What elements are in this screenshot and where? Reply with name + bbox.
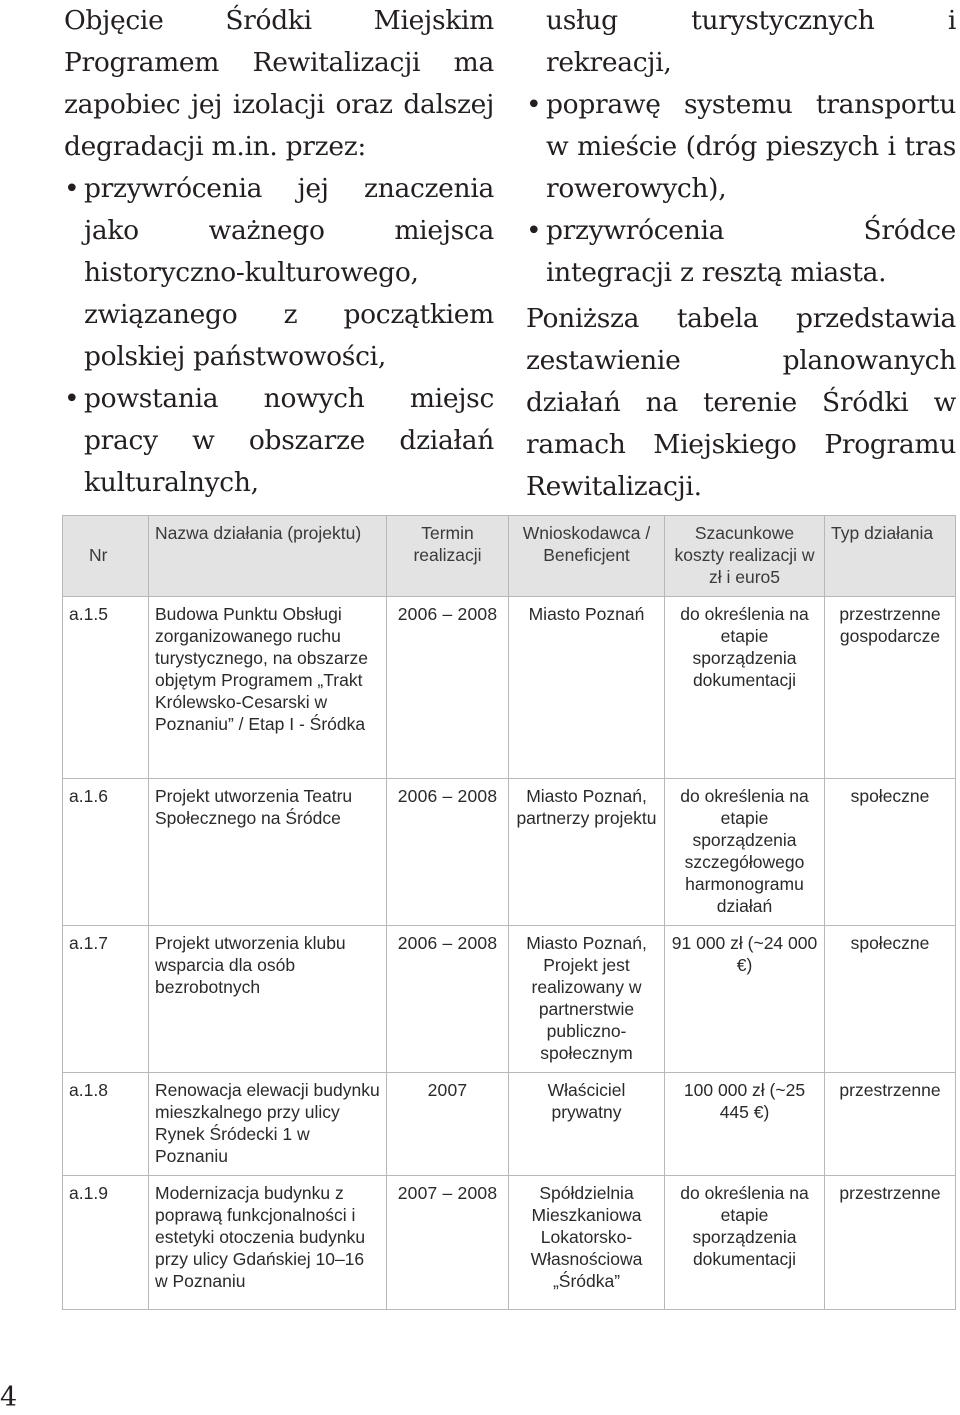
planned-actions-table (62, 515, 956, 1310)
cell-applicant: Właściciel prywatny (509, 1073, 665, 1176)
table-intro-paragraph: Poniższa tabela przedstawia zestawienie planowanych działań na terenie Śródki w ramach Miejskiego Programu Rewitalizacji. (526, 303, 956, 502)
cell-applicant: Miasto Poznań (509, 597, 665, 779)
cell-name: Projekt utworzenia klubu wsparcia dla osób bezrobotnych (149, 926, 387, 1073)
table-row (63, 1073, 956, 1176)
header-applicant: Wnioskodawca / Beneficjent (509, 516, 665, 597)
page-number: 4 (0, 1382, 18, 1413)
goal-item: • powstania nowych miejsc pracy w obszarze działań kulturalnych, (64, 378, 494, 504)
right-text-column (526, 0, 956, 508)
table-row (63, 926, 956, 1073)
header-name: Nazwa działania (projektu) (149, 516, 387, 597)
cell-term: 2006 – 2008 (387, 779, 509, 926)
cell-cost: do określenia na etapie sporządzenia dokumentacji (665, 597, 825, 779)
table-row (63, 1176, 956, 1310)
cell-nr: a.1.9 (63, 1176, 149, 1310)
cell-type: przestrzenne (825, 1176, 956, 1310)
cell-term: 2006 – 2008 (387, 597, 509, 779)
cell-name: Budowa Punktu Obsługi zorganizowanego ruchu turystycznego, na obszarze objętym Programem „Trakt Królewsko-Cesarski w Poznaniu” / Etap I - Śródka (149, 597, 387, 779)
cell-applicant: Spółdzielnia Mieszkaniowa Lokatorsko-Własnościowa „Śródka” (509, 1176, 665, 1310)
header-cost: Szacunkowe koszty realizacji w zł i euro5 (665, 516, 825, 597)
goals-list-left (64, 168, 494, 504)
table-row (63, 597, 956, 779)
goal-item: • poprawę systemu transportu w mieście (dróg pieszych i tras rowerowych), (526, 84, 956, 210)
intro-paragraph: Objęcie Śródki Miejskim Programem Rewitalizacji ma zapobiec jej izolacji oraz dalszej degradacji m.in. przez: (64, 5, 494, 162)
cell-type: przestrzenne gospodarcze (825, 597, 956, 779)
cell-nr: a.1.6 (63, 779, 149, 926)
cell-applicant: Miasto Poznań, partnerzy projektu (509, 779, 665, 926)
cell-type: społeczne (825, 926, 956, 1073)
goal-item: • przywrócenia jej znaczenia jako ważnego miejsca historyczno-kulturowego, związanego z początkiem polskiej państwowości, (64, 168, 494, 378)
actions-table-wrapper (62, 515, 955, 1310)
cell-cost: 91 000 zł (~24 000 €) (665, 926, 825, 1073)
table-row (63, 779, 956, 926)
cell-nr: a.1.8 (63, 1073, 149, 1176)
cell-type: społeczne (825, 779, 956, 926)
goals-list-right (526, 84, 956, 294)
header-type: Typ działania (825, 516, 956, 597)
header-nr: Nr (63, 516, 149, 597)
cell-term: 2006 – 2008 (387, 926, 509, 1073)
cell-term: 2007 (387, 1073, 509, 1176)
cell-cost: do określenia na etapie sporządzenia dokumentacji (665, 1176, 825, 1310)
cell-cost: 100 000 zł (~25 445 €) (665, 1073, 825, 1176)
table-header-row (63, 516, 956, 597)
left-text-column (64, 0, 494, 504)
cell-cost: do określenia na etapie sporządzenia szczegółowego harmonogramu działań (665, 779, 825, 926)
goal-continuation: usług turystycznych i rekreacji, (546, 5, 956, 78)
cell-name: Renowacja elewacji budynku mieszkalnego przy ulicy Rynek Śródecki 1 w Poznaniu (149, 1073, 387, 1176)
cell-name: Modernizacja budynku z poprawą funkcjonalności i estetyki otoczenia budynku przy ulicy Gdańskiej 10–16 w Poznaniu (149, 1176, 387, 1310)
cell-nr: a.1.5 (63, 597, 149, 779)
header-term: Termin realizacji (387, 516, 509, 597)
goal-item: • przywrócenia Śródce integracji z resztą miasta. (526, 210, 956, 294)
cell-name: Projekt utworzenia Teatru Społecznego na Śródce (149, 779, 387, 926)
cell-term: 2007 – 2008 (387, 1176, 509, 1310)
cell-applicant: Miasto Poznań, Projekt jest realizowany w partnerstwie publiczno-społecznym (509, 926, 665, 1073)
cell-type: przestrzenne (825, 1073, 956, 1176)
cell-nr: a.1.7 (63, 926, 149, 1073)
